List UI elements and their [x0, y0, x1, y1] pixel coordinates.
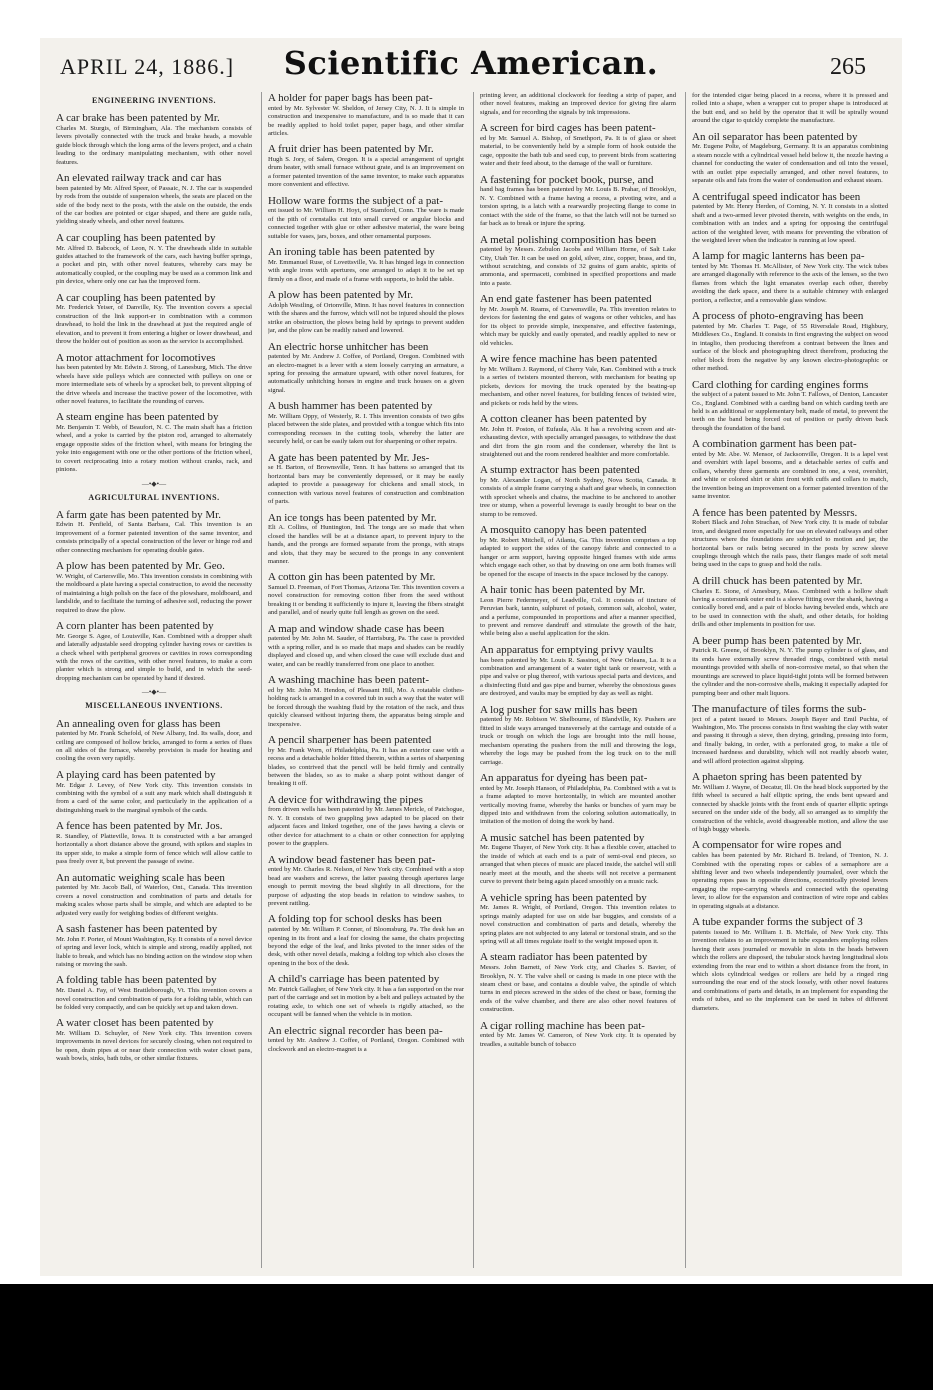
entry-lead: Hollow ware forms the subject of a pat- — [268, 194, 444, 207]
invention-entry — [692, 92, 888, 126]
invention-entry — [268, 143, 464, 189]
invention-entry — [692, 839, 888, 911]
entry-lead: A fence has been patented by Mr. Jos. — [56, 820, 223, 833]
invention-entry — [56, 232, 252, 287]
entry-lead: An ice tongs has been patented by Mr. — [268, 511, 437, 524]
entry-body: Charles E. Stone, of Amesbury, Mass. Combined with a hollow shaft having a countersunk outer end is a sleeve fitting over the shank, having a conically bored end, and a pair of blocks having beveled ends, which are to be used in connection with the shaft, and other details, for holding drills and other implements in position for use. — [692, 587, 888, 629]
invention-entry — [480, 174, 676, 229]
entry-body: patented by Mr. William P. Conner, of Bloomsburg, Pa. The desk has an opening in its front and a leaf for closing the same, the chairs projecting beyond the edge of the leaf, and links pivoted to the inner sides of the desk, with other novel details, making a folding top which also closes the opening in the box of the desk. — [268, 926, 464, 967]
column-4 — [692, 92, 888, 1268]
entry-list-miscellaneous — [56, 718, 252, 1064]
section-divider-ornament: —•◆•— — [141, 688, 167, 697]
entry-lead: A water closet has been patented by — [56, 1017, 214, 1030]
entry-body: patented by Mr. Frank Schefold, of New Albany, Ind. Its walls, door, and ceiling are composed of hollow bricks, arranged to form a series of flues on all sides of the furnace, whereby provision is made for heating and cooling the oven very rapidly. — [56, 730, 252, 763]
entry-lead: A centrifugal speed indicator has been — [692, 190, 861, 203]
invention-entry — [268, 623, 464, 669]
entry-body: se H. Barton, of Brownsville, Tenn. It has battens so arranged that its horizontal bars may be conveniently depressed, or it may be easily adapted to provide a passageway for chickens and small stock, in connection with various novel features of construction and combination of parts. — [268, 464, 464, 506]
entry-lead: A steam radiator has been patented by — [480, 951, 648, 964]
entry-list-engineering — [56, 112, 252, 474]
invention-entry — [268, 289, 464, 335]
entry-lead: A steam engine has been patented by — [56, 411, 219, 424]
entry-lead: A car coupling has been patented by — [56, 291, 216, 304]
invention-entry — [268, 512, 464, 567]
entry-lead: A washing machine has been patent- — [268, 674, 429, 687]
invention-entry — [56, 923, 252, 969]
invention-entry — [56, 509, 252, 555]
entry-body: patented by Mr. Charles T. Page, of 55 Riversdale Road, Highbury, Middlesex Co., England. It consists in first engraving the subject on wood in intaglio, then producing therefrom a contrast between the lines and surface of the block and photographing direct therefrom, producing the relief block from the negative by any known electro-photographic or other method. — [692, 322, 888, 373]
entry-lead: A cotton cleaner has been patented by — [480, 413, 647, 426]
entry-lead: A drill chuck has been patented by Mr. — [692, 574, 863, 587]
invention-entry — [692, 507, 888, 570]
invention-entry — [480, 644, 676, 699]
entry-lead: A gate has been patented by Mr. Jes- — [268, 451, 430, 464]
bottom-black-band — [0, 1284, 933, 1390]
entry-body: ed by Mr. Samuel A. Bishop, of Smethport, Pa. It is of glass or sheet material, to be conveniently held by a simple form of hook outside the cage, opposite the bath tub and seed cup, to prevent birds from scattering water and their feed about, to the damage of the wall or furniture. — [480, 134, 676, 168]
newspaper-page — [40, 38, 902, 1276]
invention-entry — [268, 246, 464, 284]
invention-entry — [56, 718, 252, 764]
entry-list-column-3 — [480, 92, 676, 1049]
column-rule — [685, 92, 686, 1268]
entry-lead: Card clothing for carding engines forms — [692, 378, 869, 391]
entry-body: Patrick R. Greene, of Brooklyn, N. Y. The pump cylinder is of glass, and its ends have externally screw threaded rings, combined with metal mountings provided with shells of non-corrosive metal, so that when the mountings are screwed to place liquid-tight joints will be formed between the cylinder and the non-corrosive shells, making it especially adapted for pumping beer and other malt liquors. — [692, 647, 888, 697]
entry-lead: A folding top for school desks has been — [268, 913, 442, 926]
invention-entry — [480, 1020, 676, 1050]
entry-body: printing lever, an additional clockwork for feeding a strip of paper, and other novel features, making an improved device for giving fire alarm signals, and for recording the signals by ink impressions. — [480, 92, 676, 116]
column-1 — [56, 92, 252, 1268]
entry-lead: A holder for paper bags has been pat- — [268, 92, 433, 104]
entry-body: ject of a patent issued to Messrs. Joseph Bayer and Emil Puchta, of Washington, Mo. The process consists in first washing the clay with water and passing it through a sieve, then drying, grinding, pressing into form, and finally baking, in order, with a perforated grog, to make a tile of increased hardness and durability, which will not readily absorb water, and will afford protection against slipping. — [692, 715, 888, 765]
entry-body: patented by Mr. Jacob Ball, of Waterloo, Ont., Canada. This invention covers a novel construction and combination of parts and details for making scales whose parts shall be simple, and which are adapted to be adjusted very easily for weighing bodies of different weights. — [56, 884, 252, 917]
entry-lead: An oil separator has been patented by — [692, 130, 858, 143]
entry-lead: A hair tonic has been patented by Mr. — [480, 584, 645, 597]
entry-body: ented by Mr. Joseph Hanson, of Philadelphia, Pa. Combined with a vat is a frame adapted to move horizontally, in which are mounted another vertically moving frame, whereby the hanks or bunches of yarn may be dipped into and withdrawn from the coloring solution automatically, in imitation of the motion of doing the work by hand. — [480, 784, 676, 826]
publication-title: Scientific American. — [283, 44, 659, 82]
invention-entry — [692, 250, 888, 305]
column-2 — [268, 92, 464, 1268]
entry-body: ent issued to Mr. William H. Hoyt, of Stamford, Conn. The ware is made of the pith of cornstalks cut into small curved or angular blocks and connected together with glue or other adhesive material, the ware being suitable for vases, jars, boxes, and other ornamental purposes. — [268, 207, 464, 240]
invention-entry — [692, 438, 888, 501]
entry-lead: An apparatus for emptying privy vaults — [480, 643, 654, 656]
invention-entry — [692, 771, 888, 834]
invention-entry — [56, 172, 252, 227]
entry-list-agricultural — [56, 509, 252, 683]
entry-lead: A log pusher for saw mills has been — [480, 703, 638, 716]
invention-entry — [480, 464, 676, 519]
invention-entry — [692, 379, 888, 434]
invention-entry — [480, 413, 676, 459]
entry-lead: A screen for bird cages has been patent- — [480, 122, 656, 135]
entry-body: patented by Mr. Henry Herden, of Corning, N. Y. It consists in a slotted shaft and a two-armed lever pivoted therein, with weights on the ends, in combination with an index and a spring for opposing the centrifugal action of the weighted lever, with means for preventing the vibration of the weighted lever when the indicator is running at low speed. — [692, 203, 888, 244]
invention-entry — [480, 772, 676, 827]
entry-body: Mr. George S. Agee, of Louisville, Kan. Combined with a dropper shaft and laterally adjustable seed dropping cylinder having rows or cavities is a check wheel with peripheral grooves or cavities in rows corresponding with the rows of the cavities, with other novel features, to make a corn planter which is strong and simple to build, and in which the seed-dropping mechanism can be operated by hand if desired. — [56, 632, 252, 682]
entry-lead: A corn planter has been patented by — [56, 620, 214, 633]
entry-lead: A tube expander forms the subject of 3 — [692, 916, 863, 929]
invention-entry — [692, 310, 888, 373]
entry-lead: A device for withdrawing the pipes — [268, 793, 423, 806]
entry-body: Adolph Westling, of Ortonville, Minn. It has novel features in connection with the shares and the furrow, which will not be injured should the plows strike an obstruction, the plows being held by springs to prevent sudden jar, and the plow can be readily raised and lowered. — [268, 301, 464, 335]
entry-body: cables has been patented by Mr. Richard B. Ireland, of Trenton, N. J. Combined with the operating ropes or cables of a semaphore are a shifting lever and two wheels independently journaled, over which the operating ropes pass in opposite directions, eccentrically pivoted levers engaging the rope-carrying wheels and connected with the operating lever, to allow for the expansion and contraction of wire rope and cables in operating signals at a distance. — [692, 852, 888, 910]
invention-entry — [268, 973, 464, 1019]
entry-body: by Mr. Robert Mitchell, of Atlanta, Ga. This invention comprises a top adapted to support the sides of the canopy fabric and connected to a hanger or arm support, having opposite hinged frames with side arms which engage each other, so that by drawing on one arm both frames will be opened for the escape of insects in the space inclosed by the canopy. — [480, 536, 676, 578]
entry-lead: A pencil sharpener has been patented — [268, 734, 432, 746]
entry-body: Messrs. John Barnett, of New York city, and Charles S. Bavier, of Brooklyn, N. Y. The valve shell or casing is made in one piece with the steam chest or base, and contains a double valve, the spindle of which turns in end pieces screwed in the sides of the chest or base, forming the ends of the valve chamber, and there are also other novel features of construction. — [480, 964, 676, 1014]
entry-list-column-2 — [268, 92, 464, 1054]
article-columns — [56, 92, 886, 1268]
entry-body: Mr. Daniel A. Fay, of West Brattleborough, Vt. This invention covers a novel construction and combination of parts for a folding table, which can be folded very compactly, and can be quickly set up and taken down. — [56, 987, 252, 1011]
invention-entry — [268, 913, 464, 968]
invention-entry — [56, 1017, 252, 1063]
invention-entry — [268, 1025, 464, 1055]
entry-body: patented by Mr. Robison W. Shelbourne, of Blandville, Ky. Pushers are fitted in slide ways arranged transversely at the carriage and outside of a truck or trough on which the logs are brought into the mill house, mechanism operating the pushers from the mill and throwing the logs, whereby the logs may be pushed from the log truck on to the mill carriage. — [480, 716, 676, 766]
entry-body: Edwin H. Penfield, of Santa Barbara, Cal. This invention is an improvement of a former patented invention of the same inventor, and consists principally of a special construction of the lever or hinge rod and other connecting mechanism for operating double gates. — [56, 521, 252, 554]
entry-lead: A compensator for wire ropes and — [692, 839, 842, 852]
entry-lead: A child's carriage has been patented by — [268, 973, 440, 986]
invention-entry — [56, 620, 252, 683]
invention-entry — [480, 892, 676, 947]
entry-body: ented by Mr. Abe. W. Mensor, of Jacksonville, Oregon. It is a lapel vest and overshirt with lapel bosoms, and a detachable series of cuffs and collars, whereby three garments are combined in one, a vest, overshirt, and white or colored shirt or shirt front with cuffs and collars to match, the invention being an improvement on a former patented invention of the same inventor. — [692, 450, 888, 501]
entry-lead: A lamp for magic lanterns has been pa- — [692, 250, 865, 263]
entry-lead: An apparatus for dyeing has been pat- — [480, 771, 648, 784]
entry-lead: A plow has been patented by Mr. Geo. — [56, 560, 225, 573]
entry-body: patented by Mr. John M. Sauder, of Harrisburg, Pa. The case is provided with a spring roller, and is so made that maps and shades can be readily displayed and closed up, and when closed the case will exclude dust and water, and can be readily transferred from one place to another. — [268, 635, 464, 668]
entry-body: Mr. Eugene Polte, of Magdeburg, Germany. It is an apparatus combining a steam nozzle with a cylindrical vessel held below it, the nozzle having a channel for conducting the water of condensation and oil into the vessel, with an outlet pipe especially arranged, and other novel features, to separate oils and fats from the water of condensation and exhaust steam. — [692, 143, 888, 185]
invention-entry — [480, 832, 676, 887]
entry-body: the subject of a patent issued to Mr. John T. Fallows, of Denton, Lancaster Co., England. Combined with a carding band on which carding teeth are held is an additional or supplementary belt, made of metal, to prevent the teeth on the band being forced out of position or partly driven back through the foundation of the band. — [692, 391, 888, 432]
entry-body: ented by Mr. Charles R. Nelson, of New York city. Combined with a stop bead are washers and screws, the latter passing through apertures large enough to permit moving the bead slightly in all directions, for the purpose of adjusting the stop beads in relation to window sashes, to prevent rattling. — [268, 866, 464, 908]
entry-body: Mr. Patrick Gallagher, of New York city. It has a fan supported on the rear part of the carriage and set in motion by a belt and pulleys actuated by the rotating axle, to which one set of wheels is rigidly attached, so the occupant will be fanned when the vehicle is in motion. — [268, 985, 464, 1019]
entry-body: Eli A. Collins, of Huntington, Ind. The tongs are so made that when closed the handles will be at a distance apart, to prevent injury to the hands, and the prongs are formed separate from the prongs, with straps and slots, that they may be secured to the prongs in any convenient manner. — [268, 524, 464, 565]
invention-entry — [268, 400, 464, 446]
entry-body: patents issued to Mr. William I. B. McHale, of New York city. This invention relates to an improvement in tube expanders employing rollers having their axes journaled or movable in slots in the heads between which the rollers are disposed, the tubular stock having longitudinal slots extending from the rear end to within a short distance from the front, in which slots cylindrical wedges or rollers are held by a ringed ring surrounding the rear end of the stock loosely, with other novel features and combinations of parts and details, in an implement for expanding the ends of tubes, and so the implement can be used in tubes of different diameters. — [692, 928, 888, 1012]
entry-lead: A metal polishing composition has been — [480, 233, 657, 246]
entry-body: ented by Mr. James W. Cameron, of New York city. It is operated by treadles, a suitable bunch of tobacco — [480, 1032, 676, 1048]
entry-body: Leon Pierre Federmeyer, of Leadville, Col. It consists of tincture of Peruvian bark, tannin, sulphuret of potash, common salt, alcohol, water, and a perfume, compounded in proportions and after a manner specified, to prevent and remove dandruff and stimulate the growth of the hair, while being also a useful application for the skin. — [480, 596, 676, 638]
entry-body: Mr. William J. Wayne, of Decatur, Ill. On the head block supported by the fifth wheel is secured a half elliptic spring, the ends bent upward and connected by shackle joints with the front ends of quarter elliptic springs secured on the under side of the body, all so arranged as to simplify the construction of the vehicle, avoid disagreeable motion, and allow the use of high buggy wheels. — [692, 783, 888, 834]
invention-entry — [56, 112, 252, 167]
entry-body: has been patented by Mr. Louis R. Sassinot, of New Orleans, La. It is a combination and arrangement of a water tight tank or reservoir, with a pipe and valve or plug thereof, with various special parts and devices, and a disinfecting fluid and gas pipe and burner, whereby the obnoxious gases are destroyed, and vaults may be emptied by day as well as night. — [480, 656, 676, 698]
entry-lead: An electric horse unhitcher has been — [268, 340, 429, 353]
entry-body: Mr. Frederick Yeiser, of Danville, Ky. The invention covers a special construction of the link support-er in combination with a common drawhead, to hold the link in the drawhead at just the required angle of elevation, and to prevent it from entering a higher or lower drawhead, and throw the holder out of position as soon as the service is accomplished. — [56, 304, 252, 346]
invention-entry — [480, 524, 676, 579]
invention-entry — [268, 854, 464, 909]
invention-entry — [56, 560, 252, 615]
entry-lead: A cotton gin has been patented by Mr. — [268, 571, 436, 584]
entry-lead: An ironing table has been patented by — [268, 246, 435, 259]
section-divider-ornament: —•◆•— — [141, 479, 167, 488]
entry-body: by Mr. Frank Worn, of Philadelphia, Pa. It has an exterior case with a recess and a detachable holder fitted therein, within a series of sharpening blades, so contrived that the pencil will be held firmly and centrally between the blades, so as to make a sharp point without danger of breaking it off. — [268, 746, 464, 788]
issue-date: APRIL 24, 1886.] — [60, 54, 235, 79]
entry-lead: An electric signal recorder has been pa- — [268, 1024, 443, 1037]
entry-body: hand bag frames has been patented by Mr. Louis B. Prahar, of Brooklyn, N. Y. Combined with a frame having a recess, a pivoting wire, and a torsion spring, is a latch with a rearwardly projecting flange to come in contact with the side of the frame, so that the latch will not be turned so far back as to break or injure the spring. — [480, 186, 676, 228]
column-rule — [473, 92, 474, 1268]
invention-entry — [56, 820, 252, 866]
invention-entry — [480, 353, 676, 408]
entry-body: ented by Mr. Sylvester W. Sheldon, of Jersey City, N. J. It is simple in construction and inexpensive to manufacture, and is so made that it can be readily applied to hold toilet paper, paper bags, and other similar articles. — [268, 104, 464, 137]
entry-body: Mr. Emmanuel Ruse, of Lovettsville, Va. It has hinged legs in connection with angle irons with apertures, one arranged to adapt it to be set up firmly on a floor, and made of a frame with supports, to hold the table. — [268, 258, 464, 283]
entry-body: Mr. John H. Poston, of Eufaula, Ala. It has a revolving screen and air-exhausting device, with specially arranged passages, to withdraw the dust and dirt from the gin room and the condenser, whereby the lint is straightened out and the room rendered healthier and more comfortable. — [480, 425, 676, 458]
invention-entry — [56, 292, 252, 347]
entry-lead: A car brake has been patented by Mr. — [56, 112, 220, 125]
entry-lead: A playing card has been patented by — [56, 768, 216, 781]
entry-body: Samuel D. Freeman, of Fort Thomas, Arizona Ter. This invention covers a novel construction for removing cotton fiber from the seed without breaking it or bending it sufficiently to injure it, leaving the fibers straight and parallel, and of nearly quite full length as grown on the seed. — [268, 584, 464, 617]
entry-body: from driven wells has been patented by Mr. James Mericle, of Patchogue, N. Y. It consists of two grappling jaws adapted to be placed on their adjacent faces and linked together, one of the jaws having a clevis or other device for attachment to a chain or other connection for applying power to the grapplers. — [268, 806, 464, 848]
masthead — [40, 38, 902, 88]
entry-body: Mr. Benjamin T. Webb, of Beaufort, N. C. The main shaft has a friction wheel, and a yoke is carried by the piston rod, arranged to alternately engage opposite sides of the friction wheel, with means for bringing the yoke into engagement with one or the other portions of the friction wheel, to covert reciprocating into a rotary motion without cranks, rack, and pinions. — [56, 424, 252, 474]
invention-entry — [268, 195, 464, 241]
invention-entry — [692, 131, 888, 186]
entry-lead: A beer pump has been patented by Mr. — [692, 634, 862, 647]
invention-entry — [56, 769, 252, 815]
invention-entry — [692, 916, 888, 1013]
entry-lead: A farm gate has been patented by Mr. — [56, 508, 221, 521]
entry-body: patented by Mr. Andrew J. Coffee, of Portland, Oregon. Combined with an electro-magnet is a lever with a stem loosely carrying an armature, a spring for pressing the armature upward, with other novel features, for automatically unhitching horses in engine and truck houses on a given signal. — [268, 353, 464, 394]
invention-entry — [268, 92, 464, 138]
section-heading-agricultural: AGRICULTURAL INVENTIONS. — [88, 492, 220, 502]
invention-entry — [56, 411, 252, 474]
entry-lead: A phaeton spring has been patented by — [692, 771, 862, 784]
entry-lead: A motor attachment for locomotives — [56, 351, 216, 364]
invention-entry — [692, 703, 888, 766]
entry-lead: A fence has been patented by Messrs. — [692, 506, 858, 519]
entry-lead: An end gate fastener has been patented — [480, 293, 652, 306]
invention-entry — [56, 872, 252, 918]
entry-lead: A fruit drier has been patented by Mr. — [268, 143, 434, 156]
entry-body: Hugh S. Jory, of Salem, Oregon. It is a special arrangement of upright drum heater, with small furnace without grate, and is an improvement on a former patented invention of the same inventor, to make such apparatus more convenient and effective. — [268, 156, 464, 189]
entry-body: Mr. William Oppy, of Westerly, R. I. This invention consists of two gibs placed between the side plates, and provided with a tongue which fits into corresponding recesses in the cutting tools, whereby the latter are securely held, or can be easily taken out for sharpening or other repairs. — [268, 412, 464, 446]
entry-lead: A stump extractor has been patented — [480, 464, 640, 477]
entry-lead: The manufacture of tiles forms the sub- — [692, 702, 867, 715]
invention-entry — [268, 571, 464, 617]
entry-body: tented by Mr. Thomas H. McAllister, of New York city. The wick tubes are arranged diagonally with reference to the axis of the lenses, so the two flames from which the light emanates overlap each other, thereby avoiding the dark space, and there is a suitable chimney with enlarged portion, a reflector, and a removable glass window. — [692, 263, 888, 304]
invention-entry — [56, 352, 252, 407]
entry-body: has been patented by Mr. Edwin J. Strong, of Lanesburg, Mich. The drive wheels have side pulleys which are connected with pulleys on one or more intermediate sets of wheels by a sprocket belt, to prevent slipping of the drive wheels and increase the tractive power of the locomotive, with other novel features, to facilitate the rounding of curves. — [56, 364, 252, 405]
entry-body: Robert Black and John Strachan, of New York city. It is made of tubular iron, and designed more especially for use on elevated railways and other structures where the foundations are subjected to motion and jar, the horizontal bars or rails being secured in the posts by screw sleeve couplings through which the rails pass, their flanges made of soft metal being used in the caps to grasp and hold the rails. — [692, 519, 888, 569]
entry-list-column-4 — [692, 92, 888, 1013]
invention-entry — [480, 122, 676, 168]
entry-body: Mr. John F. Porter, of Mount Washington, Ky. It consists of a novel device of spring and lever lock, which is simple and strong, readily applied, not liable to break, and which has no binding action on the window stop when raising or moving the sash. — [56, 935, 252, 969]
invention-entry — [480, 951, 676, 1014]
entry-lead: A folding table has been patented by — [56, 974, 217, 987]
invention-entry — [480, 234, 676, 289]
invention-entry — [268, 794, 464, 849]
section-heading-miscellaneous: MISCELLANEOUS INVENTIONS. — [85, 701, 223, 711]
entry-body: by Mr. Joseph M. Reams, of Curwensville, Pa. This invention relates to devices for fastening the end gates of wagons or other vehicles, and has for its object to provide simple, inexpensive, and effective fastenings, which may be quickly and easily operated, and readily applied to new or old vehicles. — [480, 306, 676, 347]
entry-lead: A bush hammer has been patented by — [268, 400, 433, 413]
entry-lead: A plow has been patented by Mr. — [268, 289, 414, 302]
entry-lead: A cigar rolling machine has been pat- — [480, 1019, 645, 1032]
entry-lead: A wire fence machine has been patented — [480, 353, 658, 366]
entry-body: by Mr. Alexander Logan, of North Sydney, Nova Scotia, Canada. It consists of a simple frame carrying a shaft and gear wheels, in connection with sprocket wheels and chains, the machine to be anchored to another tree or stump, when a powerful leverage is easily brought to bear on the stump to be removed. — [480, 477, 676, 518]
invention-entry — [480, 92, 676, 117]
invention-entry — [480, 293, 676, 348]
entry-lead: A vehicle spring has been patented by — [480, 891, 647, 904]
entry-lead: An annealing oven for glass has been — [56, 717, 221, 730]
entry-body: Mr. Edgar J. Levey, of New York city. This invention consists in combining with the symbol of a suit any mark which shall distinguish it from a card of the same color, and particularly in the application of a distinguishing mark to the marginal symbols of the cards. — [56, 781, 252, 814]
page-number: 265 — [830, 54, 866, 80]
invention-entry — [692, 191, 888, 246]
entry-body: by Mr. William J. Raymond, of Cherry Vale, Kan. Combined with a truck is a series of twisters mounted thereon, with mechanism for beating up pickets, devices for moving the truck operated by the beating-up mechanism, and other novel features, for building fences of twisted wire, and pickets or rods held by the wires. — [480, 365, 676, 407]
entry-lead: An elevated railway track and car has — [56, 172, 222, 185]
entry-body: Charles M. Sturgis, of Birmingham, Ala. The mechanism consists of levers pivotally connected with the truck and brake heads, a movable guide block through which the long arms of the levers project, and a chain leading to the ordinary manipulating mechanism, with other novel features. — [56, 124, 252, 166]
invention-entry — [268, 452, 464, 507]
invention-entry — [692, 635, 888, 698]
entry-body: for the intended cigar being placed in a recess, where it is pressed and rolled into a shape, when a wrapper cut to proper shape is introduced at the butt end, and so held by the operator that it will be spirally wound around the cigar to quickly complete the manufacture. — [692, 92, 888, 125]
entry-body: ed by Mr. John M. Hendon, of Pleasant Hill, Mo. A rotatable clothes-holding rack is arranged in a covered tub in such a way that the water will be forced through the washing fluid by the rotation of the rack, and thus quickly cleansed without injuring them, the apparatus being simple and inexpensive. — [268, 686, 464, 728]
entry-lead: A map and window shade case has been — [268, 622, 445, 635]
invention-entry — [268, 341, 464, 396]
column-rule — [261, 92, 262, 1268]
entry-body: tented by Mr. Andrew J. Coffee, of Portland, Oregon. Combined with clockwork and an electro-magnet is a — [268, 1037, 464, 1053]
entry-body: W. Wright, of Cartersville, Mo. This invention consists in combining with the moldboard a plate having a special construction, to avoid the necessity of maintaining a high polish on the face of the plowshare, moldboard, and landslide, and to facilitate the turning of adhesive soil, reducing the power required to draw the plow. — [56, 572, 252, 614]
entry-body: R. Standley, of Platteville, Iowa. It is constructed with a bar arranged horizontally a short distance above the ground, with spikes and staples in its upper side, to make a simple form of fence which will allow cattle to pass freely over it, but prevent the passage of swine. — [56, 832, 252, 866]
entry-body: Mr. Eugene Thayer, of New York city. It has a flexible cover, attached to the inside of which at each end is a pair of semi-oval end pieces, so arranged that when pieces of music are placed inside, the satchel will still nearly meet at the mouth, and the sheets will not receive a permanent curve to prevent their being again placed smoothly on a music rack. — [480, 844, 676, 886]
invention-entry — [268, 734, 464, 789]
entry-body: Mr. Alfred D. Babcock, of Leon, N. Y. The drawheads slide in suitable guides attached to the framework of the cars, each having buffer springs, a pocket and pin, with other novel features, whereby cars may be automatically coupled, or the coupling may be used as a common link and pin device, where only one car has the improved form. — [56, 244, 252, 286]
entry-lead: A process of photo-engraving has been — [692, 310, 864, 323]
column-3 — [480, 92, 676, 1268]
entry-lead: A music satchel has been patented by — [480, 831, 645, 844]
entry-lead: A window bead fastener has been pat- — [268, 853, 436, 866]
entry-body: patented by Messrs. Zebulon Jacobs and William Horne, of Salt Lake City, Utah Ter. It can be used on gold, silver, zinc, copper, brass, and tin, without scratching, and consists of 32 grains of gum arabic, spirits of ammonia, and spermaceti, combined in specified proportions and made into a paste. — [480, 246, 676, 287]
section-heading-engineering: ENGINEERING INVENTIONS. — [92, 96, 216, 105]
entry-lead: A fastening for pocket book, purse, and — [480, 173, 654, 186]
entry-lead: An automatic weighing scale has been — [56, 871, 225, 884]
invention-entry — [56, 974, 252, 1012]
entry-lead: A combination garment has been pat- — [692, 438, 857, 451]
invention-entry — [692, 575, 888, 630]
entry-lead: A sash fastener has been patented by — [56, 923, 218, 936]
invention-entry — [480, 584, 676, 639]
entry-body: been patented by Mr. Alfred Speer, of Passaic, N. J. The car is suspended by rods from the outside of suspension wheels, the seats are placed on the side of the body next to the posts, with the aisle on the outside, the ends of the car bodies are pointed or cigar shaped, and there are guide rails, yielding steady wheels, and other novel features. — [56, 184, 252, 226]
entry-body: Mr. James R. Wright, of Portland, Oregon. This invention relates to springs mainly adapted for use on side bar buggies, and consists of a novel construction and combination of parts and details, whereby the spring plates are not subjected to any lateral or torsional strain, and so the spring will at all times regulate itself to the weight imposed upon it. — [480, 904, 676, 946]
invention-entry — [480, 704, 676, 767]
invention-entry — [268, 674, 464, 729]
entry-lead: A mosquito canopy has been patented — [480, 524, 647, 537]
entry-body: Mr. William D. Schuyler, of New York city. This invention covers improvements in novel devices for securely closing, when not required to be open, drain pipes at or near their connection with water closet pans, wash bowls, sinks, bath tubs, or other similar fixtures. — [56, 1030, 252, 1063]
entry-lead: A car coupling has been patented by — [56, 231, 216, 244]
